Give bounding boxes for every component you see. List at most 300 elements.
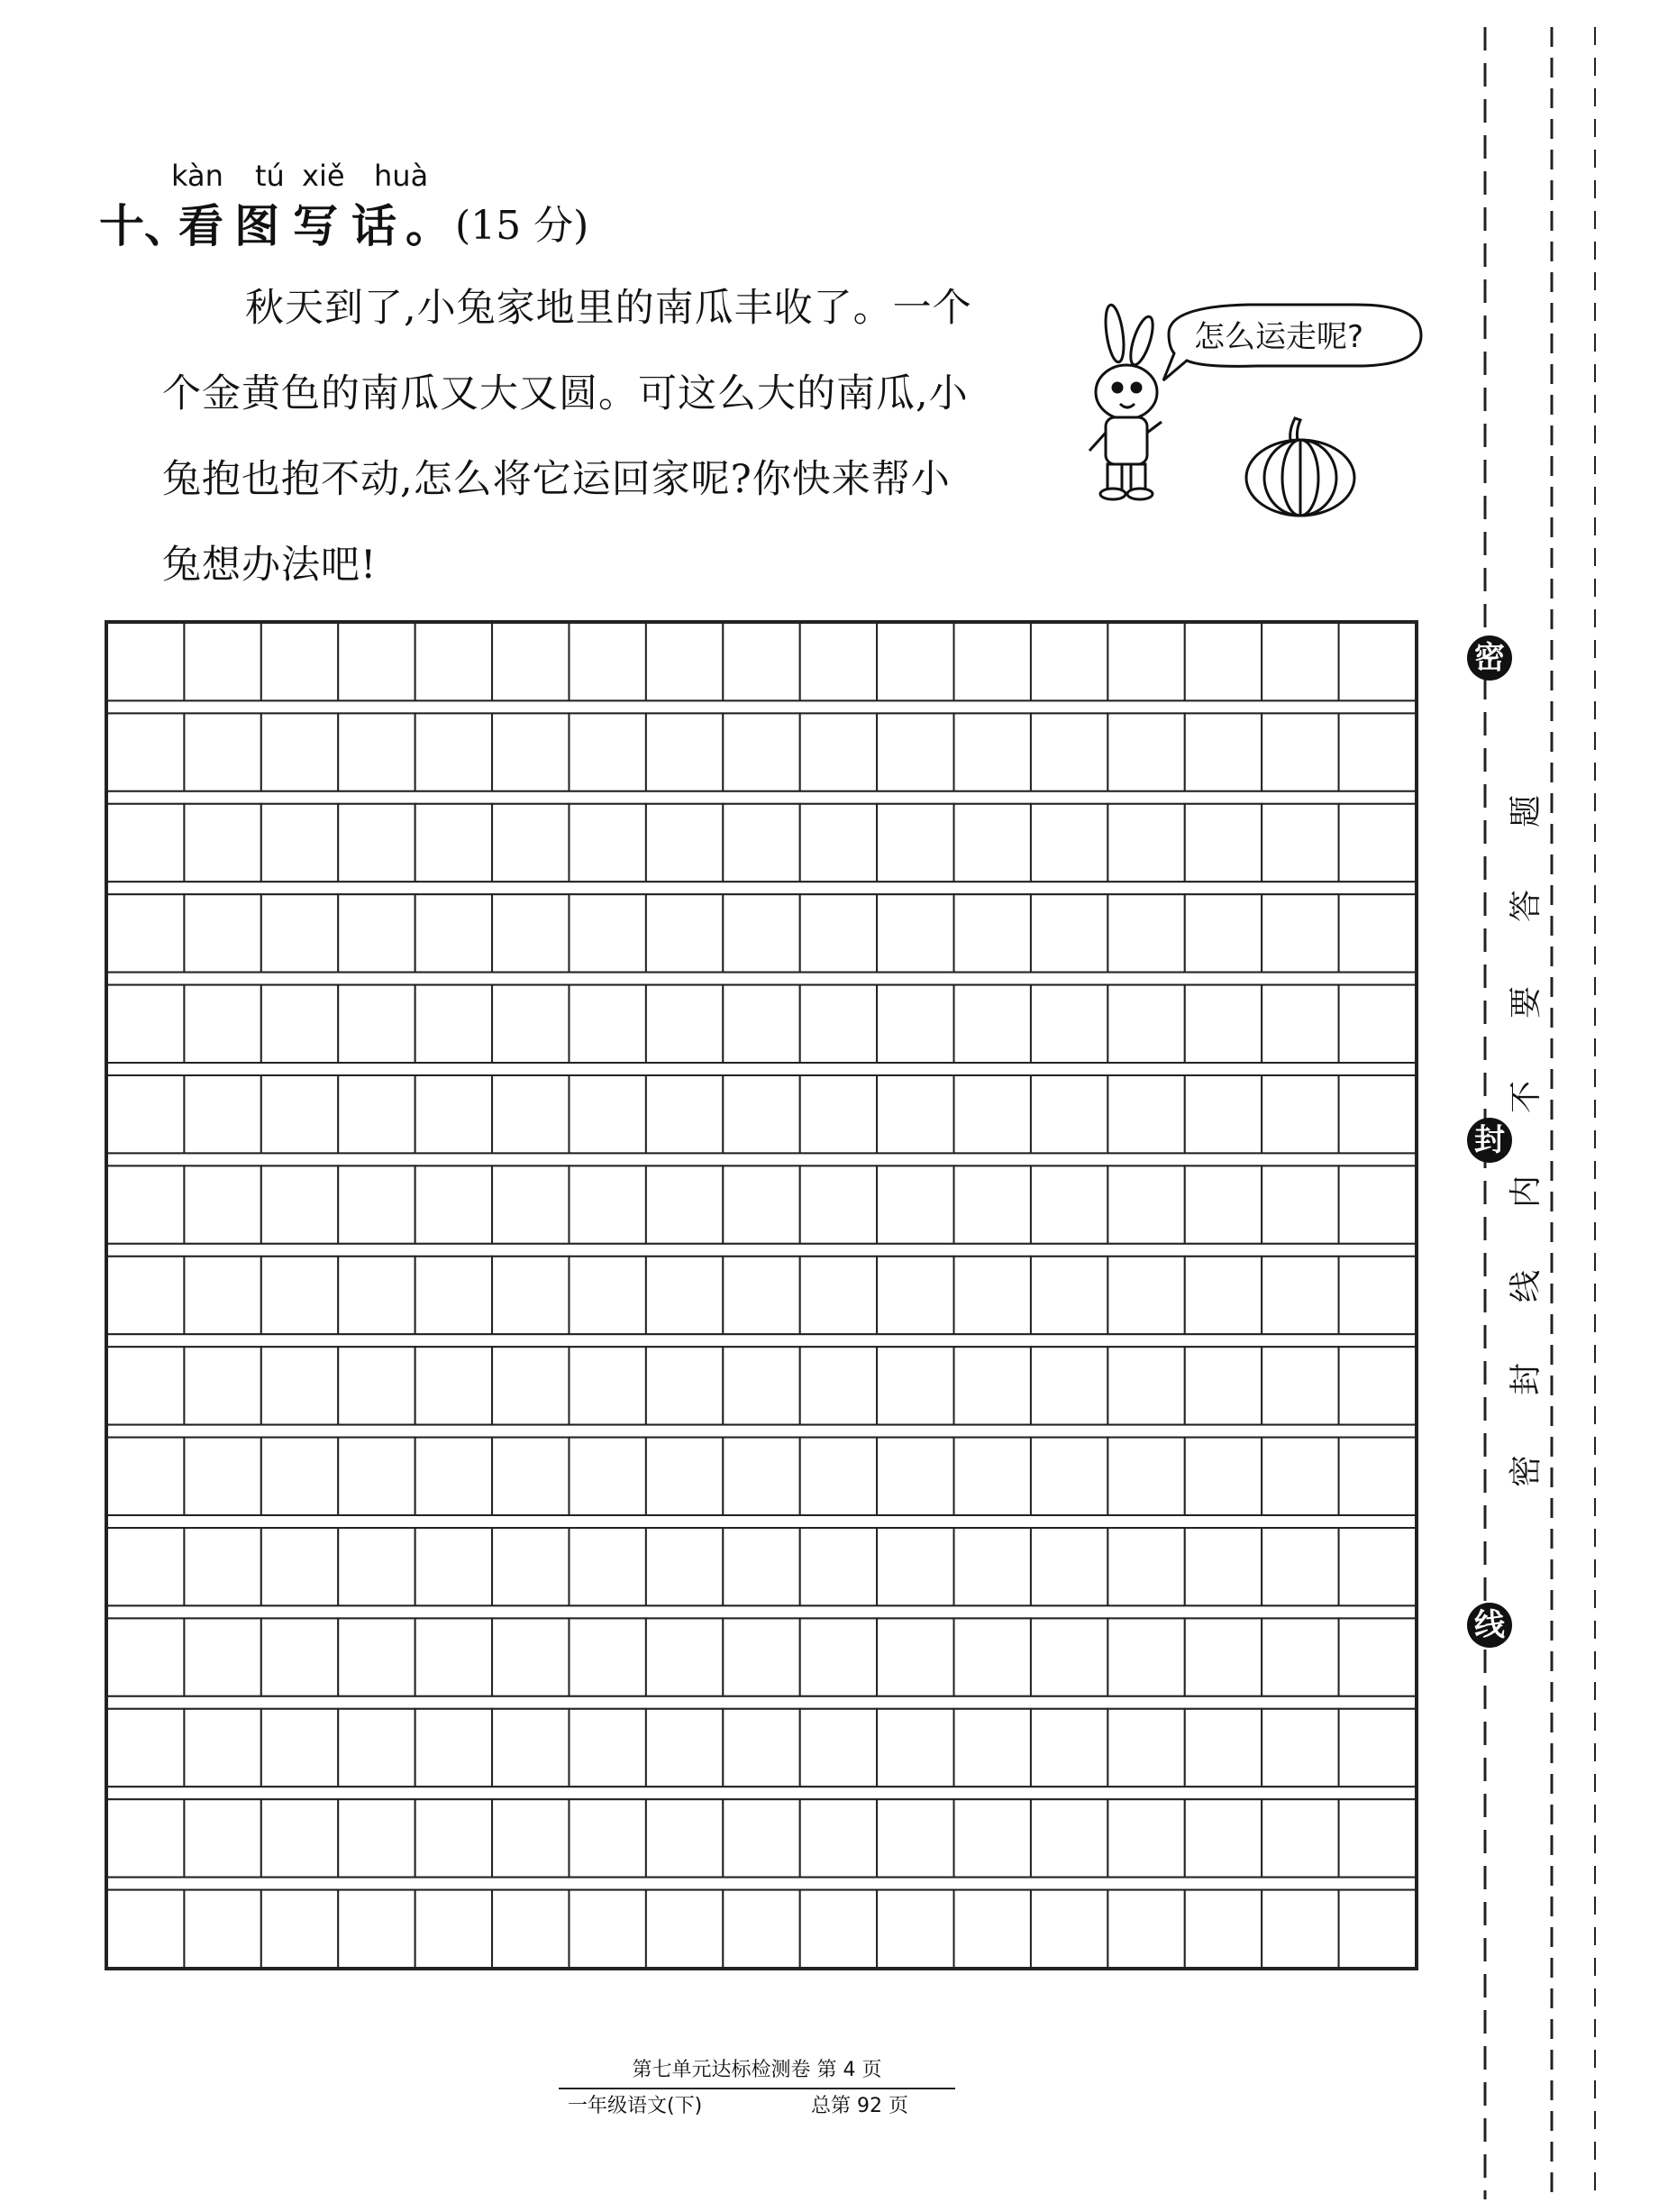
- grid-cell[interactable]: [723, 1618, 799, 1696]
- grid-cell[interactable]: [1185, 1438, 1262, 1515]
- grid-cell[interactable]: [184, 1890, 260, 1968]
- grid-cell[interactable]: [954, 804, 1031, 882]
- grid-cell[interactable]: [954, 894, 1031, 972]
- grid-cell[interactable]: [1031, 1257, 1107, 1334]
- grid-cell[interactable]: [1031, 713, 1107, 791]
- grid-cell[interactable]: [107, 1347, 184, 1424]
- grid-cell[interactable]: [184, 1075, 260, 1153]
- grid-cell[interactable]: [184, 1165, 260, 1243]
- grid-cell[interactable]: [723, 985, 799, 1063]
- grid-cell[interactable]: [723, 894, 799, 972]
- grid-cell[interactable]: [492, 1528, 569, 1605]
- title-period: 。: [406, 199, 451, 252]
- grid-cell[interactable]: [646, 623, 723, 700]
- grid-cell[interactable]: [569, 1347, 645, 1424]
- binding-dashed-lines: [1460, 0, 1677, 2212]
- grid-cell[interactable]: [492, 1799, 569, 1877]
- grid-cell[interactable]: [800, 1257, 877, 1334]
- grid-cell[interactable]: [1107, 623, 1184, 700]
- grid-cell[interactable]: [338, 1438, 415, 1515]
- grid-cell[interactable]: [1339, 1347, 1416, 1424]
- grid-cell[interactable]: [1185, 1257, 1262, 1334]
- grid-cell[interactable]: [261, 1618, 338, 1696]
- grid-cell[interactable]: [1339, 1709, 1416, 1787]
- grid-cell[interactable]: [569, 1528, 645, 1605]
- grid-cell[interactable]: [1107, 1075, 1184, 1153]
- grid-gap-band: [107, 1153, 1416, 1165]
- grid-cell[interactable]: [1107, 1618, 1184, 1696]
- grid-cell[interactable]: [1262, 1347, 1338, 1424]
- grid-cell[interactable]: [1185, 1528, 1262, 1605]
- grid-cell[interactable]: [877, 1799, 953, 1877]
- speech-bubble: [1163, 305, 1421, 380]
- grid-cell[interactable]: [569, 985, 645, 1063]
- grid-cell[interactable]: [954, 1709, 1031, 1787]
- grid-cell[interactable]: [492, 1438, 569, 1515]
- grid-cell[interactable]: [646, 804, 723, 882]
- grid-cell[interactable]: [107, 804, 184, 882]
- grid-cell[interactable]: [1262, 1799, 1338, 1877]
- grid-cell[interactable]: [261, 894, 338, 972]
- grid-cell[interactable]: [1262, 1709, 1338, 1787]
- grid-cell[interactable]: [1339, 804, 1416, 882]
- grid-cell[interactable]: [877, 1257, 953, 1334]
- grid-cell[interactable]: [954, 1075, 1031, 1153]
- grid-cell[interactable]: [954, 1528, 1031, 1605]
- grid-gap-band: [107, 1063, 1416, 1075]
- grid-cell[interactable]: [1107, 1799, 1184, 1877]
- grid-cell[interactable]: [877, 1709, 953, 1787]
- grid-cell[interactable]: [184, 1438, 260, 1515]
- passage-line-3: 兔抱也抱不动,怎么将它运回家呢?你快来帮小: [162, 457, 951, 502]
- grid-cell[interactable]: [1339, 1165, 1416, 1243]
- grid-cell[interactable]: [1339, 1799, 1416, 1877]
- grid-cell[interactable]: [646, 1165, 723, 1243]
- grid-cell[interactable]: [492, 894, 569, 972]
- grid-cell[interactable]: [800, 1438, 877, 1515]
- grid-cell[interactable]: [1185, 713, 1262, 791]
- grid-cell[interactable]: [415, 1528, 492, 1605]
- grid-cell[interactable]: [800, 713, 877, 791]
- grid-cell[interactable]: [646, 1257, 723, 1334]
- title-char-xie: 写: [293, 199, 338, 252]
- grid-cell[interactable]: [1031, 804, 1107, 882]
- grid-cell[interactable]: [954, 713, 1031, 791]
- grid-cell[interactable]: [877, 623, 953, 700]
- grid-cell[interactable]: [184, 623, 260, 700]
- grid-cell[interactable]: [107, 1165, 184, 1243]
- pinyin-tu: tú: [255, 159, 285, 193]
- grid-cell[interactable]: [723, 1075, 799, 1153]
- grid-cell[interactable]: [184, 1528, 260, 1605]
- grid-cell[interactable]: [1031, 1890, 1107, 1968]
- grid-cell[interactable]: [261, 1165, 338, 1243]
- grid-cell[interactable]: [1339, 1890, 1416, 1968]
- grid-cell[interactable]: [954, 1165, 1031, 1243]
- grid-cell[interactable]: [415, 1618, 492, 1696]
- grid-cell[interactable]: [954, 1799, 1031, 1877]
- grid-cell[interactable]: [184, 1709, 260, 1787]
- grid-cell[interactable]: [1262, 1075, 1338, 1153]
- grid-cell[interactable]: [415, 1165, 492, 1243]
- grid-cell[interactable]: [954, 623, 1031, 700]
- grid-cell[interactable]: [1339, 985, 1416, 1063]
- grid-cell[interactable]: [723, 1438, 799, 1515]
- passage-line-2: 个金黄色的南瓜又大又圆。可这么大的南瓜,小: [162, 371, 969, 416]
- grid-cell[interactable]: [338, 1799, 415, 1877]
- grid-cell[interactable]: [800, 1618, 877, 1696]
- grid-cell[interactable]: [877, 1890, 953, 1968]
- grid-cell[interactable]: [338, 1075, 415, 1153]
- grid-gap-band: [107, 1878, 1416, 1890]
- grid-cell[interactable]: [646, 1709, 723, 1787]
- grid-cell[interactable]: [1339, 1528, 1416, 1605]
- grid-cell[interactable]: [415, 1799, 492, 1877]
- grid-cell[interactable]: [184, 1347, 260, 1424]
- grid-cell[interactable]: [1262, 1165, 1338, 1243]
- grid-cell[interactable]: [1262, 1438, 1338, 1515]
- grid-cell[interactable]: [877, 1618, 953, 1696]
- title-char-kan: 看: [178, 199, 223, 252]
- writing-grid-svg: [107, 623, 1416, 1968]
- grid-cell[interactable]: [184, 1257, 260, 1334]
- grid-cell[interactable]: [107, 623, 184, 700]
- grid-cell[interactable]: [1339, 623, 1416, 700]
- grid-cell[interactable]: [1107, 1257, 1184, 1334]
- grid-gap-band: [107, 791, 1416, 804]
- grid-cell[interactable]: [338, 1890, 415, 1968]
- grid-cell[interactable]: [107, 1799, 184, 1877]
- grid-cell[interactable]: [569, 894, 645, 972]
- footer-test-info: 第七单元达标检测卷 第 4 页: [632, 2059, 882, 2081]
- grid-cell[interactable]: [877, 1347, 953, 1424]
- grid-cell[interactable]: [1031, 1075, 1107, 1153]
- grid-cell[interactable]: [800, 1075, 877, 1153]
- grid-cell[interactable]: [107, 985, 184, 1063]
- grid-cell[interactable]: [184, 1799, 260, 1877]
- seal-char-feng: 封: [1467, 1118, 1512, 1163]
- grid-cell[interactable]: [492, 713, 569, 791]
- grid-cell[interactable]: [954, 985, 1031, 1063]
- grid-cell[interactable]: [877, 894, 953, 972]
- note-char-yao: 要: [1508, 986, 1545, 1019]
- grid-cell[interactable]: [415, 985, 492, 1063]
- grid-gap-band: [107, 1696, 1416, 1709]
- grid-cell[interactable]: [569, 1709, 645, 1787]
- pumpkin-icon: [1246, 418, 1354, 516]
- grid-cell[interactable]: [723, 1257, 799, 1334]
- seal-char-xian: 线: [1467, 1603, 1512, 1648]
- grid-cell[interactable]: [800, 1709, 877, 1787]
- grid-cell[interactable]: [1107, 1347, 1184, 1424]
- grid-cell[interactable]: [569, 623, 645, 700]
- grid-cell[interactable]: [646, 1438, 723, 1515]
- grid-cell[interactable]: [492, 985, 569, 1063]
- grid-cell[interactable]: [338, 1257, 415, 1334]
- grid-cell[interactable]: [107, 1528, 184, 1605]
- illustration-svg: [1068, 297, 1446, 523]
- grid-cell[interactable]: [1339, 1257, 1416, 1334]
- grid-gap-band: [107, 1787, 1416, 1799]
- grid-cell[interactable]: [415, 1438, 492, 1515]
- grid-gap-band: [107, 882, 1416, 894]
- speech-bubble-text: 怎么运走呢?: [1194, 319, 1364, 355]
- grid-cell[interactable]: [492, 1347, 569, 1424]
- title-char-tu: 图: [234, 199, 279, 252]
- pinyin-row: [171, 155, 442, 197]
- grid-cell[interactable]: [1185, 1347, 1262, 1424]
- grid-cell[interactable]: [107, 1709, 184, 1787]
- grid-cell[interactable]: [800, 1347, 877, 1424]
- grid-cell[interactable]: [1107, 894, 1184, 972]
- grid-cell[interactable]: [1262, 1528, 1338, 1605]
- grid-cell[interactable]: [569, 1257, 645, 1334]
- grid-cell[interactable]: [646, 1799, 723, 1877]
- grid-cell[interactable]: [800, 1890, 877, 1968]
- grid-cell[interactable]: [1185, 1890, 1262, 1968]
- grid-cell[interactable]: [415, 804, 492, 882]
- grid-cell[interactable]: [800, 1799, 877, 1877]
- grid-cell[interactable]: [184, 1618, 260, 1696]
- grid-cell[interactable]: [261, 1075, 338, 1153]
- grid-cell[interactable]: [646, 713, 723, 791]
- grid-cell[interactable]: [569, 1618, 645, 1696]
- grid-cell[interactable]: [1262, 1257, 1338, 1334]
- grid-cell[interactable]: [261, 1799, 338, 1877]
- grid-cell[interactable]: [646, 1528, 723, 1605]
- pinyin-kan: kàn: [171, 159, 223, 193]
- footer-divider: [559, 2088, 955, 2089]
- grid-cell[interactable]: [877, 985, 953, 1063]
- grid-cell[interactable]: [954, 1347, 1031, 1424]
- note-char-mi: 密: [1508, 1455, 1545, 1488]
- grid-cell[interactable]: [492, 1890, 569, 1968]
- grid-cell[interactable]: [1262, 713, 1338, 791]
- grid-cell[interactable]: [492, 1709, 569, 1787]
- grid-cell[interactable]: [1339, 894, 1416, 972]
- grid-cell[interactable]: [800, 1528, 877, 1605]
- grid-cell[interactable]: [1107, 985, 1184, 1063]
- grid-cell[interactable]: [1262, 894, 1338, 972]
- note-char-bu: 不: [1508, 1081, 1545, 1114]
- grid-cell[interactable]: [1031, 894, 1107, 972]
- grid-cell[interactable]: [261, 713, 338, 791]
- grid-cell[interactable]: [1262, 1618, 1338, 1696]
- footer-total-page: 总第 92 页: [811, 2095, 908, 2117]
- grid-gap-band: [107, 1605, 1416, 1618]
- grid-cell[interactable]: [107, 1618, 184, 1696]
- grid-cell[interactable]: [569, 804, 645, 882]
- grid-cell[interactable]: [261, 1890, 338, 1968]
- grid-cell[interactable]: [1262, 623, 1338, 700]
- grid-cell[interactable]: [1031, 1438, 1107, 1515]
- grid-cell[interactable]: [723, 1347, 799, 1424]
- grid-cell[interactable]: [1031, 1347, 1107, 1424]
- grid-cell[interactable]: [569, 1438, 645, 1515]
- grid-cell[interactable]: [954, 1890, 1031, 1968]
- grid-cell[interactable]: [1185, 1075, 1262, 1153]
- grid-cell[interactable]: [415, 1075, 492, 1153]
- grid-cell[interactable]: [877, 804, 953, 882]
- grid-cell[interactable]: [338, 804, 415, 882]
- grid-cell[interactable]: [646, 985, 723, 1063]
- grid-cell[interactable]: [1107, 1165, 1184, 1243]
- grid-cell[interactable]: [492, 804, 569, 882]
- grid-cell[interactable]: [1107, 1438, 1184, 1515]
- grid-cell[interactable]: [1185, 894, 1262, 972]
- grid-cell[interactable]: [1339, 1618, 1416, 1696]
- grid-cell[interactable]: [723, 1709, 799, 1787]
- grid-cell[interactable]: [1262, 804, 1338, 882]
- grid-cell[interactable]: [954, 1438, 1031, 1515]
- grid-cell[interactable]: [723, 804, 799, 882]
- grid-cell[interactable]: [1185, 1165, 1262, 1243]
- grid-cell[interactable]: [877, 1165, 953, 1243]
- grid-cell[interactable]: [1031, 985, 1107, 1063]
- grid-cell[interactable]: [261, 1438, 338, 1515]
- grid-cell[interactable]: [646, 1618, 723, 1696]
- grid-cell[interactable]: [1107, 713, 1184, 791]
- grid-cell[interactable]: [1107, 804, 1184, 882]
- grid-cell[interactable]: [723, 1528, 799, 1605]
- grid-cell[interactable]: [1262, 985, 1338, 1063]
- grid-cell[interactable]: [1031, 1165, 1107, 1243]
- grid-cell[interactable]: [184, 713, 260, 791]
- grid-cell[interactable]: [646, 1347, 723, 1424]
- grid-cell[interactable]: [723, 1165, 799, 1243]
- grid-cell[interactable]: [107, 713, 184, 791]
- grid-cell[interactable]: [723, 1890, 799, 1968]
- grid-cell[interactable]: [954, 1618, 1031, 1696]
- note-char-feng: 封: [1508, 1363, 1545, 1396]
- question-score: (15 分): [455, 203, 589, 249]
- grid-cell[interactable]: [261, 1257, 338, 1334]
- grid-cell[interactable]: [877, 1528, 953, 1605]
- grid-cell[interactable]: [107, 1257, 184, 1334]
- grid-cell[interactable]: [107, 1438, 184, 1515]
- passage: [162, 281, 1063, 606]
- grid-cell[interactable]: [338, 894, 415, 972]
- grid-cell[interactable]: [723, 1799, 799, 1877]
- grid-cell[interactable]: [261, 1347, 338, 1424]
- grid-cell[interactable]: [261, 623, 338, 700]
- grid-cell[interactable]: [492, 1165, 569, 1243]
- grid-cell[interactable]: [338, 713, 415, 791]
- grid-cell[interactable]: [261, 985, 338, 1063]
- grid-cell[interactable]: [184, 985, 260, 1063]
- note-char-xian: 线: [1508, 1270, 1545, 1303]
- grid-cell[interactable]: [1107, 1890, 1184, 1968]
- grid-cell[interactable]: [723, 623, 799, 700]
- page-footer: [559, 2055, 955, 2124]
- grid-cell[interactable]: [338, 1347, 415, 1424]
- grid-cell[interactable]: [415, 1709, 492, 1787]
- grid-cell[interactable]: [261, 1528, 338, 1605]
- grid-cell[interactable]: [1031, 1618, 1107, 1696]
- grid-cell[interactable]: [415, 1890, 492, 1968]
- grid-cell[interactable]: [107, 1890, 184, 1968]
- grid-cell[interactable]: [1185, 804, 1262, 882]
- grid-cell[interactable]: [338, 1709, 415, 1787]
- grid-cell[interactable]: [646, 1075, 723, 1153]
- grid-cell[interactable]: [1339, 713, 1416, 791]
- grid-cell[interactable]: [1031, 1528, 1107, 1605]
- grid-cell[interactable]: [569, 1165, 645, 1243]
- grid-cell[interactable]: [338, 985, 415, 1063]
- grid-cell[interactable]: [415, 894, 492, 972]
- grid-cell[interactable]: [415, 1347, 492, 1424]
- grid-cell[interactable]: [1031, 1709, 1107, 1787]
- grid-cell[interactable]: [261, 804, 338, 882]
- grid-cell[interactable]: [1185, 1618, 1262, 1696]
- grid-cell[interactable]: [1339, 1438, 1416, 1515]
- grid-cell[interactable]: [1185, 1799, 1262, 1877]
- grid-cell[interactable]: [646, 1890, 723, 1968]
- grid-cell[interactable]: [492, 623, 569, 700]
- grid-cell[interactable]: [646, 894, 723, 972]
- passage-line-1: 秋天到了,小兔家地里的南瓜丰收了。一个: [245, 286, 972, 331]
- grid-cell[interactable]: [877, 1075, 953, 1153]
- writing-grid[interactable]: [105, 620, 1418, 1970]
- grid-cell[interactable]: [1031, 1799, 1107, 1877]
- grid-cell[interactable]: [1185, 623, 1262, 700]
- grid-cell[interactable]: [492, 1618, 569, 1696]
- grid-cell[interactable]: [492, 1257, 569, 1334]
- grid-cell[interactable]: [415, 1257, 492, 1334]
- grid-cell[interactable]: [800, 623, 877, 700]
- grid-gap-band: [107, 700, 1416, 713]
- grid-cell[interactable]: [415, 623, 492, 700]
- grid-cell[interactable]: [184, 804, 260, 882]
- grid-cell[interactable]: [800, 985, 877, 1063]
- grid-cell[interactable]: [1107, 1528, 1184, 1605]
- grid-cell[interactable]: [338, 1165, 415, 1243]
- grid-cell[interactable]: [569, 1075, 645, 1153]
- grid-cell[interactable]: [723, 713, 799, 791]
- grid-cell[interactable]: [338, 623, 415, 700]
- grid-cell[interactable]: [569, 1890, 645, 1968]
- grid-cell[interactable]: [261, 1709, 338, 1787]
- grid-cell[interactable]: [800, 1165, 877, 1243]
- grid-cell[interactable]: [1107, 1709, 1184, 1787]
- grid-cell[interactable]: [569, 1799, 645, 1877]
- grid-cell[interactable]: [1185, 1709, 1262, 1787]
- grid-cell[interactable]: [569, 713, 645, 791]
- grid-cell[interactable]: [1031, 623, 1107, 700]
- grid-cell[interactable]: [1262, 1890, 1338, 1968]
- grid-cell[interactable]: [1339, 1075, 1416, 1153]
- grid-cell[interactable]: [338, 1618, 415, 1696]
- grid-cell[interactable]: [954, 1257, 1031, 1334]
- grid-cell[interactable]: [492, 1075, 569, 1153]
- grid-cell[interactable]: [800, 894, 877, 972]
- grid-cell[interactable]: [107, 894, 184, 972]
- grid-cell[interactable]: [184, 894, 260, 972]
- grid-cell[interactable]: [800, 804, 877, 882]
- note-char-da: 答: [1508, 890, 1545, 923]
- grid-cell[interactable]: [877, 1438, 953, 1515]
- grid-cell[interactable]: [107, 1075, 184, 1153]
- footer-grade: 一年级语文(下): [568, 2095, 703, 2117]
- grid-cell[interactable]: [877, 713, 953, 791]
- grid-cell[interactable]: [415, 713, 492, 791]
- note-char-nei: 内: [1508, 1175, 1545, 1209]
- seal-char-mi: 密: [1467, 635, 1512, 681]
- illustration: [1068, 297, 1446, 523]
- grid-gap-band: [107, 1515, 1416, 1528]
- grid-cell[interactable]: [1185, 985, 1262, 1063]
- grid-cell[interactable]: [338, 1528, 415, 1605]
